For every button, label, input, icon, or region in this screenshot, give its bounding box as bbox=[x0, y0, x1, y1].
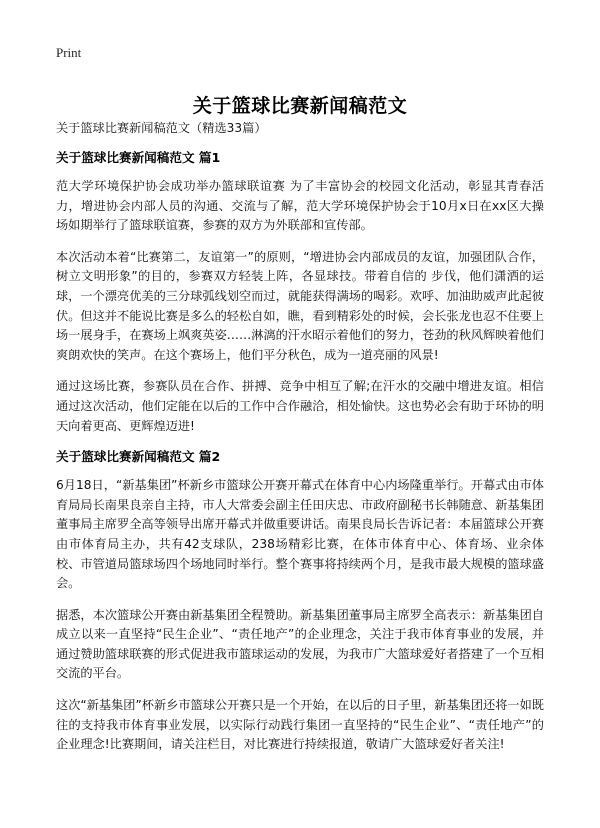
paragraph: 这次“新基集团”杯新乡市篮球公开赛只是一个开始，在以后的日子里，新基集团还将一如既往的支持我市体育事业发展，以实际行动践行集团一直坚持的“民生企业”、“责任地产”的企业理念!比赛期间，请关注栏目，对比赛进行持续报道，敬请广大篮球爱好者关注! bbox=[56, 698, 544, 752]
paragraph: 据悉，本次篮球公开赛由新基集团全程赞助。新基集团董事局主席罗全高表示：新基集团自成立以来一直坚持“民生企业”、“责任地产”的企业理念，关注于我市体育事业的发展，并通过赞助篮球联赛的形式促进我市篮球运动的发展，为我市广大篮球爱好者搭建了一个互相交流的平台。 bbox=[56, 607, 544, 681]
article-body bbox=[56, 120, 544, 767]
section-heading: 关于篮球比赛新闻稿范文 篇1 bbox=[56, 150, 221, 165]
paragraph: 6月18日，“新基集团”杯新乡市篮球公开赛开幕式在体育中心内场隆重举行。开幕式由市体育局局长南果良亲自主持，市人大常委会副主任田庆忠、市政府副秘书长韩随意、新基集团董事局主席罗全高等领导出席开幕式并做重要讲话。南果良局长告诉记者：本届篮球公开赛由市体育局主办，共有42支球队，238场精彩比赛，在体市体育中心、体育场、业余体校、市管道局篮球场四个场地同时举行。整个赛事将持续两个月，是我市最大规模的篮球盛会。 bbox=[56, 478, 544, 591]
article-section-2 bbox=[56, 448, 544, 755]
page-title: 关于篮球比赛新闻稿范文 bbox=[192, 94, 408, 117]
print-link[interactable]: Print bbox=[56, 45, 82, 60]
paragraph: 范大学环境保护协会成功举办篮球联谊赛 为了丰富协会的校园文化活动，彰显其青春活力，增进协会内部人员的沟通、交流与了解，范大学环境保护协会于10月x日在xx区大操场如期举行了篮球联谊赛，参赛的双方为外联部和宣传部。 bbox=[56, 179, 544, 233]
article-subtitle: 关于篮球比赛新闻稿范文（精选33篇） bbox=[56, 121, 267, 135]
paragraph: 本次活动本着“比赛第二，友谊第一”的原则，“增进协会内部成员的友谊，加强团队合作，树立文明形象”的目的，参赛双方轻装上阵，各显球技。带着自信的 步伐，他们潇洒的运球，一个漂亮优美的三分球弧线划空而过，就能获得满场的喝彩。欢呼、加油助威声此起彼伏。但这并不能说比赛是多么的轻松自如，瞧，看到精彩处的时候，会长张龙也忍不住要上场一展身手，在赛场上飒爽英姿……淋漓的汗水昭示着他们的努力，苍劲的秋风辉映着他们爽朗欢快的笑声。在这个赛场上，他们平分秋色，成为一道亮丽的风景! bbox=[56, 249, 544, 362]
section-heading: 关于篮球比赛新闻稿范文 篇2 bbox=[56, 449, 221, 465]
article-section-1 bbox=[56, 149, 544, 436]
paragraph: 通过这场比赛，参赛队员在合作、拼搏、竞争中相互了解;在汗水的交融中增进友谊。相信通过这次活动，他们定能在以后的工作中合作融洽，相处愉快。这也势必会有助于环协的明天向着更高、更辉煌迈进! bbox=[56, 379, 544, 433]
